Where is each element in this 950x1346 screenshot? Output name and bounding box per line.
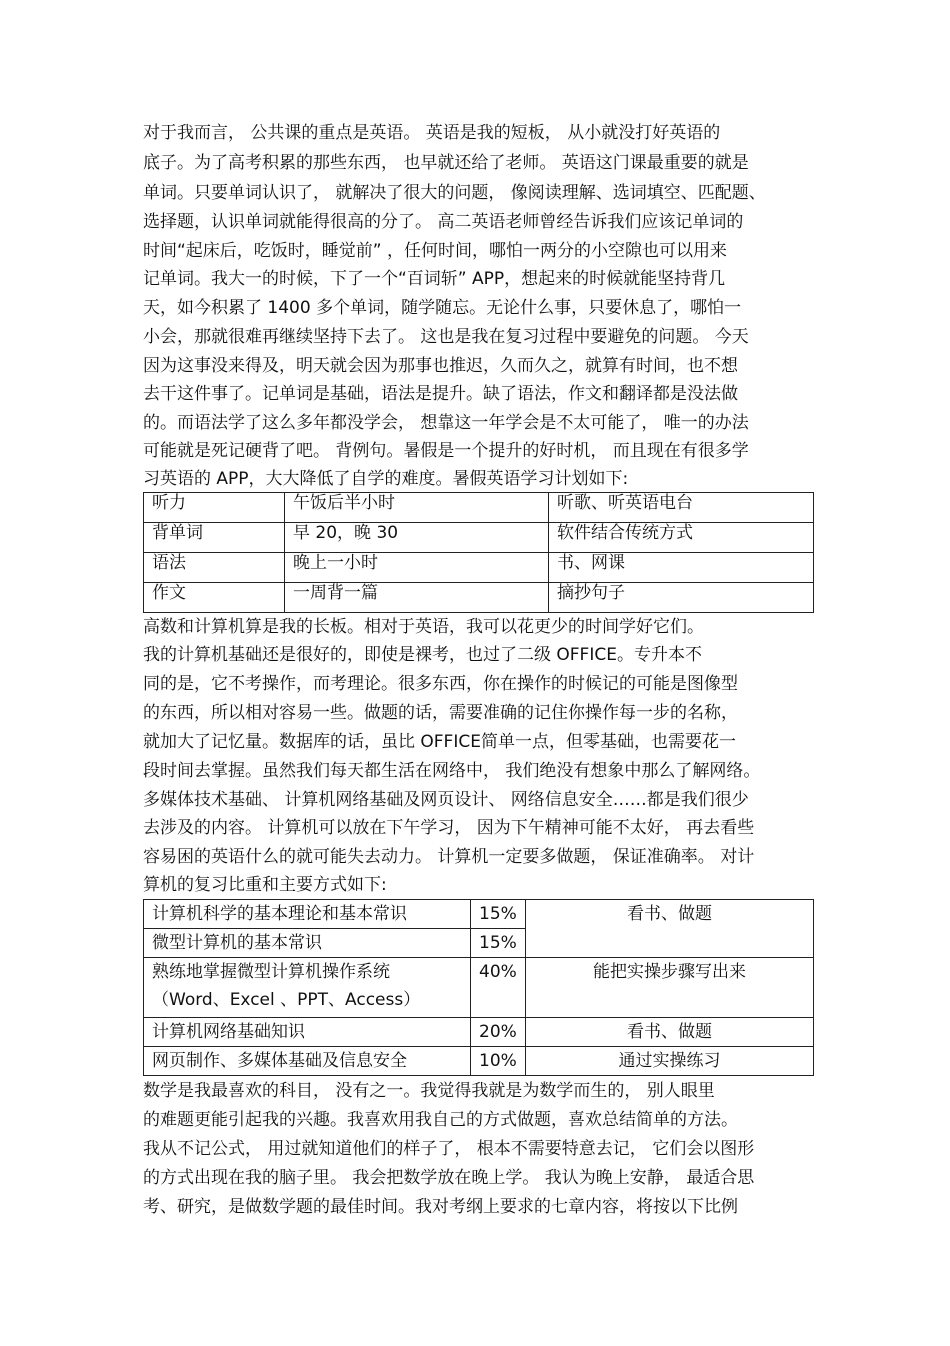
table-cell: 10% — [471, 1047, 526, 1076]
text-line: 高数和计算机算是我的长板。相对于英语，我可以花更少的时间学好它们。 — [143, 617, 704, 637]
table-cell: 40% — [471, 958, 526, 1018]
text-line: 考、研究，是做数学题的最佳时间。我对考纲上要求的七章内容，将按以下比例 — [143, 1197, 738, 1217]
text-line: 数学是我最喜欢的科目， 没有之一。我觉得我就是为数学而生的， 别人眼里 — [143, 1081, 715, 1101]
cell-line: 熟练地掌握微型计算机操作系统 — [152, 962, 390, 982]
text-line: 容易困的英语什么的就可能失去动力。 计算机一定要多做题， 保证准确率。 对计 — [143, 847, 755, 867]
table-cell: 计算机科学的基本理论和基本常识 — [144, 900, 471, 929]
table-cell: 15% — [471, 929, 526, 958]
table-row — [144, 523, 814, 553]
text-line: 多媒体技术基础、 计算机网络基础及网页设计、 网络信息安全……都是我们很少 — [143, 790, 749, 810]
table-row — [144, 553, 814, 583]
text-line: 的方式出现在我的脑子里。 我会把数学放在晚上学。 我认为晚上安静， 最适合思 — [143, 1168, 755, 1188]
table-cell: 听歌、听英语电台 — [549, 493, 814, 523]
text-line: 我的计算机基础还是很好的，即使是裸考，也过了二级 OFFICE。专升本不 — [143, 645, 702, 665]
text-line: 的。而语法学了这么多年都没学会， 想靠这一年学会是不太可能了， 唯一的办法 — [143, 413, 749, 433]
table-row — [144, 493, 814, 523]
table-cell: 计算机网络基础知识 — [144, 1018, 471, 1047]
table-cell: 能把实操步骤写出来 — [526, 958, 814, 1018]
text-line: 记单词。我大一的时候，下了一个“百词斩” APP，想起来的时候就能坚持背几 — [143, 269, 726, 289]
text-line: 小会，那就很难再继续坚持下去了。 这也是我在复习过程中要避免的问题。 今天 — [143, 327, 749, 347]
table-row — [144, 958, 814, 1018]
table-cell: 听力 — [144, 493, 285, 523]
text-line: 同的是，它不考操作，而考理论。很多东西，你在操作的时候记的可能是图像型 — [143, 674, 738, 694]
table-cell: 语法 — [144, 553, 285, 583]
table-cell: 背单词 — [144, 523, 285, 553]
table-cell: 晚上一小时 — [285, 553, 549, 583]
text-line: 算机的复习比重和主要方式如下: — [143, 875, 387, 895]
text-line: 习英语的 APP，大大降低了自学的难度。暑假英语学习计划如下: — [143, 469, 629, 489]
table-cell: 一周背一篇 — [285, 583, 549, 613]
text-line: 单词。只要单词认识了， 就解决了很大的问题， 像阅读理解、选词填空、匹配题、 — [143, 183, 766, 203]
text-line: 对于我而言， 公共课的重点是英语。 英语是我的短板， 从小就没打好英语的 — [143, 123, 721, 143]
table-cell: 网页制作、多媒体基础及信息安全 — [144, 1047, 471, 1076]
table-row — [144, 1018, 814, 1047]
text-line: 天，如今积累了 1400 多个单词，随学随忘。无论什么事，只要休息了，哪怕一 — [143, 298, 742, 318]
table-row — [144, 583, 814, 613]
table-cell: 15% — [471, 900, 526, 929]
table-cell: 微型计算机的基本常识 — [144, 929, 471, 958]
text-line: 底子。为了高考积累的那些东西， 也早就还给了老师。 英语这门课最重要的就是 — [143, 153, 749, 173]
table-row — [144, 1047, 814, 1076]
text-line: 去干这件事了。记单词是基础，语法是提升。缺了语法，作文和翻译都是没法做 — [143, 384, 738, 404]
text-line: 的难题更能引起我的兴趣。我喜欢用我自己的方式做题，喜欢总结简单的方法。 — [143, 1110, 738, 1130]
text-line: 时间“起床后，吃饭时，睡觉前” ，任何时间，哪怕一两分的小空隙也可以用来 — [143, 241, 728, 261]
text-line: 我从不记公式， 用过就知道他们的样子了， 根本不需要特意去记， 它们会以图形 — [143, 1139, 755, 1159]
table-cell: 作文 — [144, 583, 285, 613]
text-line: 就加大了记忆量。数据库的话，虽比 OFFICE简单一点，但零基础，也需要花一 — [143, 732, 736, 752]
table-cell: 通过实操练习 — [526, 1047, 814, 1076]
table-cell: 午饭后半小时 — [285, 493, 549, 523]
computer-plan-table — [143, 899, 814, 1076]
cell-line: （Word、Excel 、PPT、Access） — [152, 990, 421, 1010]
table-row — [144, 900, 814, 929]
text-line: 可能就是死记硬背了吧。 背例句。暑假是一个提升的好时机， 而且现在有很多学 — [143, 441, 749, 461]
text-line: 段时间去掌握。虽然我们每天都生活在网络中， 我们绝没有想象中那么了解网络。 — [143, 761, 761, 781]
text-line: 的东西，所以相对容易一些。做题的话，需要准确的记住你操作每一步的名称， — [143, 703, 738, 723]
table-cell: 书、网课 — [549, 553, 814, 583]
table-cell: 软件结合传统方式 — [549, 523, 814, 553]
text-line: 选择题，认识单词就能得很高的分了。 高二英语老师曾经告诉我们应该记单词的 — [143, 212, 744, 232]
table-cell — [144, 958, 471, 1018]
table-cell: 早 20，晚 30 — [285, 523, 549, 553]
table-cell: 看书、做题 — [526, 900, 814, 958]
table-cell: 20% — [471, 1018, 526, 1047]
english-plan-table — [143, 492, 814, 613]
table-cell: 摘抄句子 — [549, 583, 814, 613]
text-line: 因为这事没来得及，明天就会因为那事也推迟，久而久之，就算有时间，也不想 — [143, 356, 738, 376]
text-line: 去涉及的内容。 计算机可以放在下午学习， 因为下午精神可能不太好， 再去看些 — [143, 818, 755, 838]
table-cell: 看书、做题 — [526, 1018, 814, 1047]
